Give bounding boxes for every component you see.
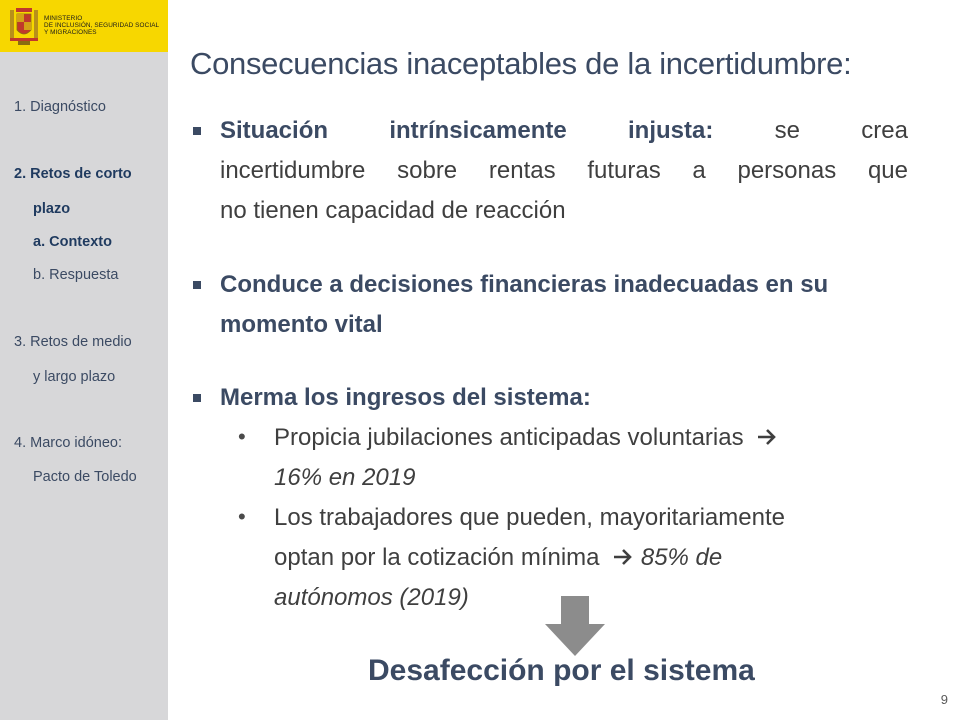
nav-retos-medio-plazo[interactable]: 3. Retos de medio (14, 334, 132, 350)
bullet-situacion-rest: se crea (774, 117, 908, 144)
nav-diagnostico[interactable]: 1. Diagnóstico (14, 99, 106, 115)
nav-respuesta[interactable]: b. Respuesta (33, 267, 119, 283)
down-arrow-icon (543, 596, 607, 658)
nav-contexto[interactable]: a. Contexto (33, 234, 112, 250)
bullet-situacion-lead: Situación intrínsicamente injusta: (220, 117, 714, 144)
bullet-square-icon (193, 394, 201, 402)
bullet-decisiones-line2: momento vital (220, 311, 383, 338)
ministry-logo-bar (0, 0, 168, 52)
sub-bullet-trabajadores-line2: optan por la cotización mínima (274, 544, 600, 571)
sub-bullet-trabajadores-line3: autónomos (2019) (274, 584, 469, 611)
sub-bullet-dot-icon: • (238, 504, 246, 529)
sub-bullet-dot-icon: • (238, 424, 246, 449)
slide-title: Consecuencias inaceptables de la incertidumbre: (190, 46, 852, 81)
arrow-right-icon (756, 428, 778, 446)
bullet-merma: Merma los ingresos del sistema: (220, 384, 591, 411)
bullet-decisiones-line1: Conduce a decisiones financieras inadecuadas en su (220, 271, 829, 298)
sub-bullet-jubilaciones-text: Propicia jubilaciones anticipadas voluntarias (274, 424, 744, 451)
bullet-situacion-line2: incertidumbre sobre rentas futuras a personas que (220, 157, 908, 184)
bullet-situacion (220, 111, 908, 231)
bullet-decisiones (220, 265, 920, 345)
coat-of-arms-icon (8, 6, 40, 46)
conclusion-text: Desafección por el sistema (368, 654, 755, 687)
nav-retos-corto-plazo-cont[interactable]: plazo (33, 201, 71, 217)
sub-bullet-jubilaciones-value: 16% en 2019 (274, 464, 416, 491)
sub-bullet-trabajadores-value: 85% de (640, 544, 723, 571)
bullet-square-icon (193, 127, 201, 135)
arrow-right-icon (612, 548, 634, 566)
bullet-square-icon (193, 281, 201, 289)
sub-bullet-jubilaciones (274, 418, 914, 498)
ministry-name: MINISTERIO DE INCLUSIÓN, SEGURIDAD SOCIAL Y MIGRACIONES (44, 15, 160, 36)
nav-pacto-toledo[interactable]: Pacto de Toledo (33, 469, 137, 485)
sub-bullet-trabajadores-line1: Los trabajadores que pueden, mayoritariamente (274, 504, 785, 531)
nav-marco-idoneo[interactable]: 4. Marco idóneo: (14, 435, 123, 451)
nav-retos-corto-plazo[interactable]: 2. Retos de corto (14, 166, 132, 182)
nav-retos-medio-plazo-cont[interactable]: y largo plazo (33, 369, 116, 385)
page-number: 9 (940, 692, 948, 707)
bullet-situacion-line3: no tienen capacidad de reacción (220, 197, 566, 224)
sidebar (0, 0, 168, 720)
